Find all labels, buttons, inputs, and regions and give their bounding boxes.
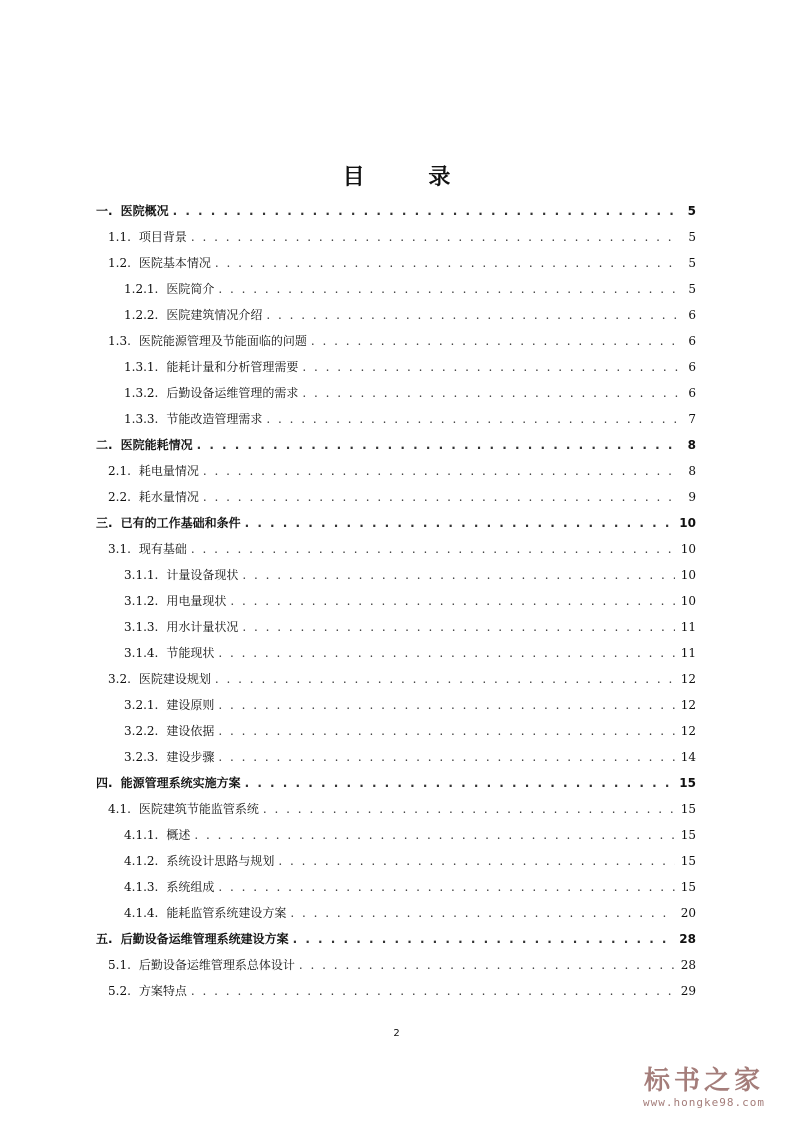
toc-entry-page: 12	[680, 672, 696, 686]
toc-entry-page: 6	[688, 308, 696, 322]
toc-entry-page: 10	[680, 594, 696, 608]
toc-entry-page: 5	[688, 256, 696, 270]
toc-entry[interactable]	[96, 510, 696, 536]
toc-entry-page: 10	[680, 542, 696, 556]
watermark	[629, 1066, 779, 1110]
toc-entry[interactable]	[96, 432, 696, 458]
toc-entry-page: 11	[680, 620, 696, 634]
toc-dot-leader	[191, 536, 675, 562]
toc-entry-title: 建设依据	[166, 724, 215, 738]
toc-entry-title: 能耗计量和分析管理需要	[166, 360, 299, 374]
toc-entry[interactable]	[124, 874, 696, 900]
toc-dot-leader	[293, 926, 674, 952]
toc-entry[interactable]	[108, 224, 696, 250]
toc-dot-leader	[311, 328, 678, 354]
toc-entry-page: 11	[680, 646, 696, 660]
toc-entry-number: 4.1.1.	[124, 828, 159, 842]
toc-entry-number: 2.2.	[108, 490, 131, 504]
toc-entry-title: 节能现状	[166, 646, 215, 660]
toc-entry-title: 方案特点	[138, 984, 187, 998]
toc-entry[interactable]	[124, 822, 696, 848]
toc-entry-page: 15	[680, 880, 696, 894]
toc-entry-number: 2.1.	[108, 464, 131, 478]
toc-entry-title: 医院概况	[120, 204, 169, 218]
toc-entry-number: 1.2.2.	[124, 308, 159, 322]
toc-dot-leader	[242, 614, 674, 640]
toc-entry[interactable]	[124, 354, 696, 380]
toc-entry-page: 28	[679, 932, 696, 946]
toc-dot-leader	[290, 900, 674, 926]
toc-entry-number: 5.2.	[108, 984, 131, 998]
toc-entry[interactable]	[124, 744, 696, 770]
toc-dot-leader	[245, 770, 674, 796]
toc-entry-title: 医院建筑情况介绍	[166, 308, 263, 322]
toc-entry-number: 五.	[96, 932, 113, 946]
toc-entry-title: 医院能源管理及节能面临的问题	[138, 334, 307, 348]
toc-entry-number: 3.1.1.	[124, 568, 159, 582]
toc-entry-number: 4.1.4.	[124, 906, 159, 920]
toc-dot-leader	[218, 718, 674, 744]
toc-entry-number: 3.1.2.	[124, 594, 159, 608]
toc-entry-number: 3.2.	[108, 672, 131, 686]
toc-entry[interactable]	[124, 640, 696, 666]
toc-entry-page: 5	[688, 230, 696, 244]
toc-entry[interactable]	[124, 406, 696, 432]
toc-entry[interactable]	[108, 796, 696, 822]
toc-entry-page: 14	[680, 750, 696, 764]
toc-entry-page: 6	[688, 334, 696, 348]
toc-entry-page: 12	[680, 698, 696, 712]
toc-dot-leader	[197, 432, 678, 458]
toc-dot-leader	[218, 744, 674, 770]
toc-entry-page: 10	[680, 568, 696, 582]
toc-entry-page: 6	[688, 386, 696, 400]
toc-entry-title: 概述	[166, 828, 191, 842]
toc-entry[interactable]	[108, 458, 696, 484]
toc-entry-number: 二.	[96, 438, 113, 452]
toc-entry-page: 12	[680, 724, 696, 738]
toc-entry-title: 系统设计思路与规划	[166, 854, 275, 868]
toc-entry-title: 医院建设规划	[138, 672, 211, 686]
toc-entry-page: 8	[688, 464, 696, 478]
toc-entry[interactable]	[124, 900, 696, 926]
toc-dot-leader	[218, 640, 674, 666]
toc-entry[interactable]	[124, 276, 696, 302]
toc-entry-number: 4.1.3.	[124, 880, 159, 894]
toc-entry-page: 7	[688, 412, 696, 426]
toc-entry[interactable]	[124, 588, 696, 614]
toc-entry-page: 28	[680, 958, 696, 972]
toc-entry-number: 三.	[96, 516, 113, 530]
toc-entry-number: 一.	[96, 204, 113, 218]
toc-entry[interactable]	[124, 614, 696, 640]
toc-entry-number: 1.2.	[108, 256, 131, 270]
toc-entry-title: 能源管理系统实施方案	[120, 776, 241, 790]
toc-entry-number: 3.2.1.	[124, 698, 159, 712]
toc-entry[interactable]	[124, 692, 696, 718]
toc-dot-leader	[218, 692, 674, 718]
toc-entry-page: 10	[679, 516, 696, 530]
toc-dot-leader	[194, 822, 674, 848]
toc-dot-leader	[230, 588, 674, 614]
toc-dot-leader	[218, 874, 674, 900]
toc-entry[interactable]	[108, 978, 696, 1004]
toc-entry-page: 6	[688, 360, 696, 374]
toc-dot-leader	[215, 666, 675, 692]
toc-entry-page: 8	[687, 438, 696, 452]
toc-entry-page: 15	[680, 828, 696, 842]
page-title: 目 录	[342, 165, 479, 190]
toc-dot-leader	[215, 250, 678, 276]
toc-entry-number: 4.1.	[108, 802, 131, 816]
toc-dot-leader	[266, 406, 678, 432]
toc-entry-title: 医院简介	[166, 282, 215, 296]
toc-dot-leader	[278, 848, 674, 874]
toc-entry-number: 3.1.	[108, 542, 131, 556]
toc-entry[interactable]	[108, 536, 696, 562]
toc-dot-leader	[203, 458, 678, 484]
toc-entry[interactable]	[96, 198, 696, 224]
watermark-url: www.hongke98.com	[643, 1096, 765, 1109]
toc-entry-number: 1.1.	[108, 230, 131, 244]
toc-dot-leader	[266, 302, 678, 328]
toc-entry-page: 15	[680, 854, 696, 868]
toc-entry-number: 1.3.1.	[124, 360, 159, 374]
toc-entry-title: 后勤设备运维管理的需求	[166, 386, 299, 400]
toc-entry[interactable]	[96, 770, 696, 796]
toc-entry-number: 1.2.1.	[124, 282, 159, 296]
toc-dot-leader	[191, 224, 678, 250]
toc-entry-title: 用水计量状况	[166, 620, 239, 634]
toc-dot-leader	[263, 796, 675, 822]
toc-entry[interactable]	[124, 848, 696, 874]
toc-entry-title: 项目背景	[138, 230, 187, 244]
toc-entry[interactable]	[108, 484, 696, 510]
toc-entry-number: 3.2.3.	[124, 750, 159, 764]
toc-dot-leader	[299, 952, 675, 978]
toc-dot-leader	[302, 354, 678, 380]
toc-entry-title: 已有的工作基础和条件	[120, 516, 241, 530]
toc-entry-number: 3.1.4.	[124, 646, 159, 660]
toc-entry-title: 后勤设备运维管理系总体设计	[138, 958, 295, 972]
toc-dot-leader	[218, 276, 678, 302]
toc-entry-page: 15	[680, 802, 696, 816]
toc-entry-title: 建设原则	[166, 698, 215, 712]
toc-entry-title: 用电量现状	[166, 594, 227, 608]
toc-dot-leader	[191, 978, 675, 1004]
toc-entry-page: 5	[687, 204, 696, 218]
toc-entry-page: 9	[688, 490, 696, 504]
toc-entry-number: 四.	[96, 776, 113, 790]
toc-entry-number: 4.1.2.	[124, 854, 159, 868]
toc-entry-title: 后勤设备运维管理系统建设方案	[120, 932, 289, 946]
toc-entry-title: 医院能耗情况	[120, 438, 193, 452]
toc-entry-title: 耗水量情况	[138, 490, 199, 504]
toc-entry-title: 现有基础	[138, 542, 187, 556]
toc-entry-title: 能耗监管系统建设方案	[166, 906, 287, 920]
toc-entry[interactable]	[108, 952, 696, 978]
toc-entry[interactable]	[124, 718, 696, 744]
toc-entry-page: 5	[688, 282, 696, 296]
toc-dot-leader	[242, 562, 674, 588]
toc-entry-title: 节能改造管理需求	[166, 412, 263, 426]
toc-entry-number: 1.3.	[108, 334, 131, 348]
toc-entry-number: 3.1.3.	[124, 620, 159, 634]
toc-entry[interactable]	[124, 302, 696, 328]
toc-entry[interactable]	[108, 328, 696, 354]
toc-dot-leader	[245, 510, 674, 536]
toc-entry-title: 医院建筑节能监管系统	[138, 802, 259, 816]
toc-entry-number: 1.3.3.	[124, 412, 159, 426]
page-number: 2	[393, 1028, 400, 1039]
toc-entry-title: 耗电量情况	[138, 464, 199, 478]
toc-entry[interactable]	[124, 380, 696, 406]
toc-entry[interactable]	[108, 666, 696, 692]
toc-entry[interactable]	[108, 250, 696, 276]
toc-entry[interactable]	[96, 926, 696, 952]
toc-entry-page: 29	[680, 984, 696, 998]
toc-entry-number: 1.3.2.	[124, 386, 159, 400]
toc-dot-leader	[203, 484, 678, 510]
watermark-logo: 标书之家	[643, 1066, 764, 1096]
toc-entry-number: 5.1.	[108, 958, 131, 972]
toc-entry-page: 20	[680, 906, 696, 920]
toc-dot-leader	[173, 198, 678, 224]
toc-dot-leader	[302, 380, 678, 406]
toc-entry-title: 医院基本情况	[138, 256, 211, 270]
toc-entry-page: 15	[679, 776, 696, 790]
toc-entry-title: 建设步骤	[166, 750, 215, 764]
toc-entry[interactable]	[124, 562, 696, 588]
toc-entry-title: 系统组成	[166, 880, 215, 894]
toc-entry-title: 计量设备现状	[166, 568, 239, 582]
toc-entry-number: 3.2.2.	[124, 724, 159, 738]
